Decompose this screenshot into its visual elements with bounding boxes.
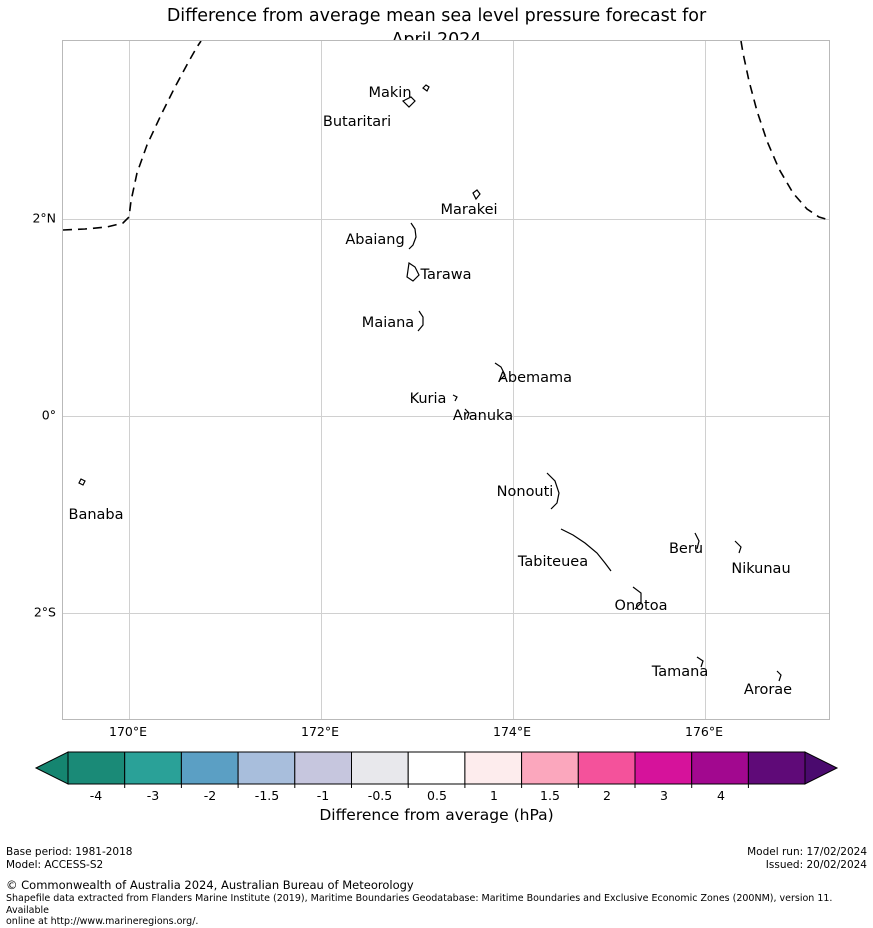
island-label-aranuka: Aranuka [452,408,514,424]
colorbar-tick-11: 4 [717,788,725,803]
colorbar-tick-1: -3 [146,788,160,803]
island-label-tabiteuea: Tabiteuea [517,554,589,570]
footer-right-block [747,846,867,872]
ytick-2s: 2°S [33,604,56,620]
island-label-tarawa: Tarawa [420,267,472,283]
eez-boundary-left [63,41,201,230]
island-label-abemama: Abemama [497,370,573,386]
issued-text: Issued: 20/02/2024 [765,859,867,871]
shapefile-note-line-1: Shapefile data extracted from Flanders Marine Institute (2019), Maritime Boundaries Geodatabase: Maritime Boundaries and Exclusive Economic Zones (200NM), version 11. Available [6,893,833,916]
colorbar [0,744,873,844]
ytick-0: 0° [41,407,56,423]
map-plot-area [62,40,830,720]
colorbar-over-swatch [805,752,837,784]
xtick-172e: 172°E [300,724,340,739]
shapefile-note [6,893,866,928]
xtick-170e: 170°E [108,724,148,739]
xtick-176e: 176°E [684,724,724,739]
shapefile-note-line-2: online at http://www.marineregions.org/. [6,916,199,927]
xtick-174e: 174°E [492,724,532,739]
copyright-text: © Commonwealth of Australia 2024, Australian Bureau of Meteorology [6,878,414,892]
island-label-makin: Makin [368,85,412,101]
title-line-1: Difference from average mean sea level pressure forecast for [166,6,707,26]
ytick-2n: 2°N [32,210,56,226]
colorbar-tick-6: 0.5 [427,788,447,803]
colorbar-tick-2: -2 [203,788,217,803]
island-label-tamana: Tamana [651,664,709,680]
colorbar-under-swatch [36,752,68,784]
island-label-nikunau: Nikunau [731,561,791,577]
island-label-abaiang: Abaiang [345,232,405,248]
colorbar-tick-9: 2 [603,788,611,803]
base-period-text: Base period: 1981-2018 [6,846,133,858]
colorbar-tick-4: -1 [316,788,330,803]
eez-boundary-right [741,41,829,220]
island-label-butaritari: Butaritari [322,114,392,130]
model-text: Model: ACCESS-S2 [6,859,104,871]
island-label-maiana: Maiana [361,315,415,331]
colorbar-tick-8: 1.5 [540,788,560,803]
island-label-marakei: Marakei [440,202,498,218]
island-coastlines [79,85,781,681]
island-label-onotoa: Onotoa [614,598,668,614]
colorbar-tick-10: 3 [660,788,668,803]
colorbar-tick-3: -1.5 [254,788,280,803]
island-label-arorae: Arorae [743,682,793,698]
island-label-banaba: Banaba [68,507,124,523]
island-label-kuria: Kuria [409,391,447,407]
model-run-text: Model run: 17/02/2024 [747,846,867,858]
colorbar-axis-label: Difference from average (hPa) [319,806,554,824]
map-vector-overlay [63,41,830,720]
colorbar-tick-7: 1 [490,788,498,803]
colorbar-tick-0: -4 [89,788,103,803]
footer-left-block [6,846,132,872]
island-label-beru: Beru [668,541,704,557]
island-label-nonouti: Nonouti [496,484,554,500]
colorbar-tick-5: -0.5 [367,788,393,803]
